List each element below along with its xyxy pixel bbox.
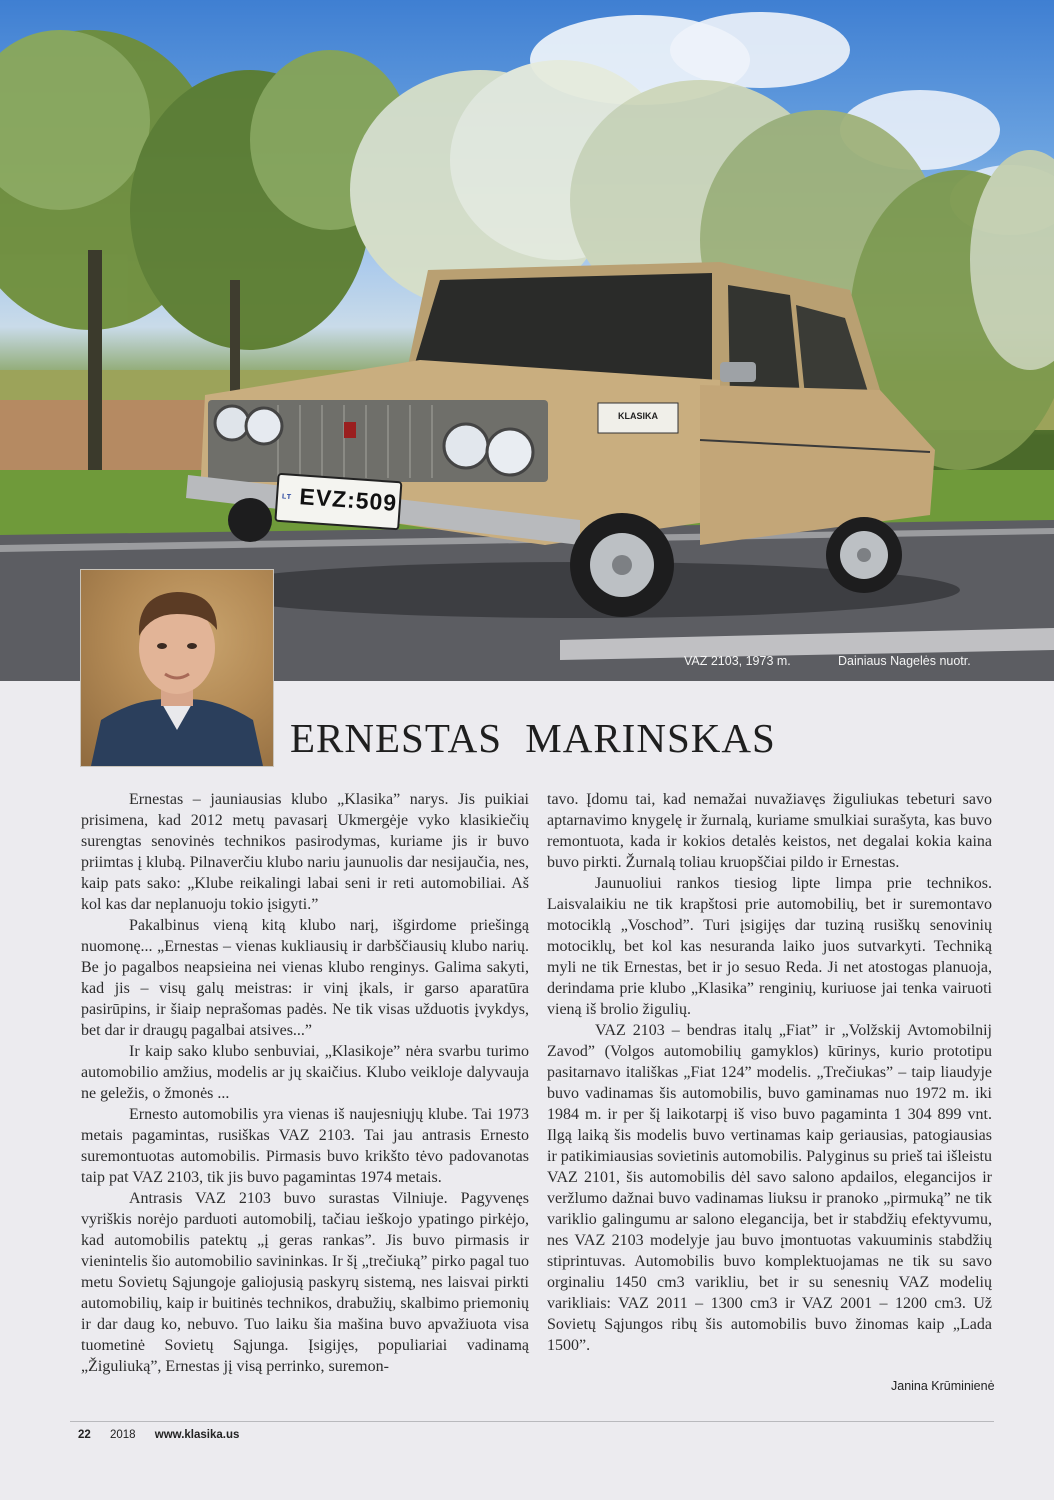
license-plate: EVZ:509 xyxy=(298,483,399,516)
paragraph: VAZ 2103 – bendras italų „Fiat” ir „Volžskij Avtomobilnij Zavod” (Volgos automobilių gamyklos) kūrinys, kurio prototipu pasitarnavo itališkas „Fiat 124” modelis. „Trečiukas” – taip liaudyje buvo vadinamas šis automobilis, buvo gaminamas nuo 1972 m. iki 1984 m. ir per šį laikotarpį iš viso buvo pagaminta 1 304 899 vnt. Ilgą laiką šis modelis buvo vertinamas kaip geriausias, patogiausias ir patikimiausias sovietinis automobilis. Palyginus su prieš tai išleistu VAZ 2101, šis automobilis dėl savo salono apdailos, elegancijos ir veržlumo dažnai buvo vadinamas liuksu ir pranoko „pirmuką” ne tik variklio galingumu ar salono elegancija, bet ir stabdžių efektyvumu, nes VAZ 2103 modelyje jau buvo įmontuotas vakuuminis stabdžių stiprintuvas. Automobilis buvo komplektuojamas ne tik su savo orginaliu 1450 cm3 varikliu, bet ir su senesnių VAZ modelių varikliais: VAZ 2011 – 1300 cm3 ir VAZ 2001 – 1200 cm3. Už Sovietų Sąjungos ribų šis automobilis buvo žinomas kaip „Lada 1500”. xyxy=(547,1022,992,1354)
paragraph: Jaunuoliui rankos tiesiog lipte limpa prie technikos. Laisvalaikiu ne tik krapštosi prie automobilių, bet ir suremontavo motociklą „Voschod”. Turi įsigijęs dar tuziną rusiškų senovinių motociklų, bet kol kas nesuranda laiko juos sutvarkyti. Techniką myli ne tik Ernestas, bet ir jo sesuo Reda. Ji net atostogas planuoja, derindama prie klubo „Klasika” renginių, kuriuose jai tenka vairuoti vieną iš brolio žigulių. xyxy=(547,875,992,1018)
portrait-photo xyxy=(80,569,274,767)
article-left-column xyxy=(81,789,529,1377)
portrait-illustration xyxy=(81,570,273,766)
paragraph: Pakalbinus vieną kitą klubo narį, išgirdome priešingą nuomonę... „Ernestas – vienas kukliausių ir darbščiausių klubo narių. Be jo pagalbos neapsieina nei vienas klubo renginys. Galima sakyti, kad jis – visų galų meistras: ir vinį įkals, ir garso aparatūra pasirūpins, ir šiaip neprašomas padės. Ne tik visas užduotis įvykdys, bet dar ir draugų pagalbai atsives...” xyxy=(81,917,529,1039)
photo-caption-model: VAZ 2103, 1973 m. xyxy=(684,654,791,668)
issue-year: 2018 xyxy=(110,1429,136,1441)
paragraph: Ernestas – jauniausias klubo „Klasika” narys. Jis puikiai prisimena, kad 2012 metų pavasarį Ukmergėje vyko klasikiečių surengtas senovinės technikos pasirodymas, kuriame jis ir buvo priimtas į klubą. Pilnaverčiu klubo nariu jaunuolis dar nesijaučia, nes, kaip pats sako: „Klube reikalingi labai seni ir reti automobiliai. Aš kol kas dar neplanuoju tokio įsigyti.” xyxy=(81,791,529,913)
page-footer xyxy=(78,1429,255,1441)
club-badge: KLASIKA xyxy=(618,411,658,421)
article-right-column xyxy=(547,789,992,1356)
article-title: ERNESTAS MARINSKAS xyxy=(290,715,776,761)
page-number: 22 xyxy=(78,1429,91,1441)
website-link[interactable]: www.klasika.us xyxy=(154,1429,240,1441)
footer-divider xyxy=(70,1421,994,1422)
photo-credit: Dainiaus Nagelės nuotr. xyxy=(838,654,971,668)
paragraph: tavo. Įdomu tai, kad nemažai nuvažiavęs žiguliukas tebeturi savo aptarnavimo knygelę ir žurnalą, kuriame smulkiai surašyta, kas buvo remontuota, kada ir kokios detalės keistos, net degalai kokia kaina buvo pirkti. Žurnalą toliau kruopščiai pildo ir Ernestas. xyxy=(547,791,992,871)
paragraph: Ernesto automobilis yra vienas iš naujesniųjų klube. Tai 1973 metais pagamintas, rusiškas VAZ 2103. Tai jau antrasis Ernesto suremontuotas automobilis. Pirmasis buvo krikšto tėvo padovanotas taip pat VAZ 2103, tik jis buvo pagamintas 1974 metais. xyxy=(81,1106,529,1186)
paragraph: Ir kaip sako klubo senbuviai, „Klasikoje” nėra svarbu turimo automobilio amžius, modelis ar jų skaičius. Klubo veikloje dalyvauja ne geležis, o žmonės ... xyxy=(81,1043,529,1102)
plate-country: LT xyxy=(281,493,293,502)
author-name: Janina Krūminienė xyxy=(891,1379,995,1393)
paragraph: Antrasis VAZ 2103 buvo surastas Vilniuje. Pagyvenęs vyriškis norėjo parduoti automobilį, tačiau ieškojo ypatingo pirkėjo, kad automobilis patektų „į geras rankas”. Jis buvo pirmasis ir vienintelis šio automobilio savininkas. Ir šį „trečiuką” pirko pagal tuo metu Sovietų Sąjungoje galiojusią paskyrų sistemą, nes laisvai pirkti automobilių, kaip ir buitinės technikos, drabužių, skalbimo priemonių ir dar daug ko, nebuvo. Tuo laiku šia mašina buvo apvažiuota visa tuometinė Sovietų Sąjunga. Įsigijęs, populiariai vadinamą „Žiguliuką”, Ernestas jį visą perrinko, suremon- xyxy=(81,1190,529,1375)
